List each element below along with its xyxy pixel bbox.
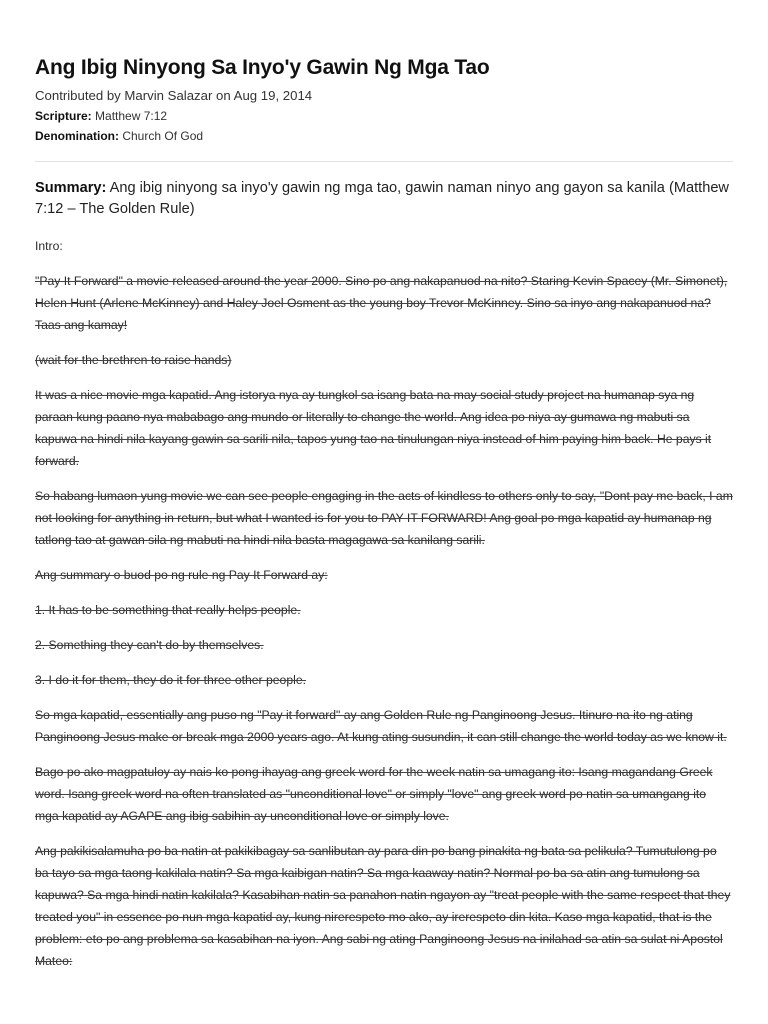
summary-text: Ang ibig ninyong sa inyo'y gawin ng mga tao, gawin naman ninyo ang gayon sa kanila (Matthew 7:12 – The Golden Rule) xyxy=(35,180,729,217)
scripture-link[interactable]: Matthew 7:12 xyxy=(95,109,168,123)
section-divider xyxy=(35,161,733,162)
body-paragraph: So mga kapatid, essentially ang puso ng "Pay it forward" ay ang Golden Rule ng Panginoong Jesus. Itinuro na ito ng ating Panginoong Jesus make or break mga 2000 years ago. At kung ating susundin, it can still change the world today as we know it. xyxy=(35,708,727,744)
body-paragraph: Ang summary o buod po ng rule ng Pay It Forward ay: xyxy=(35,568,328,582)
body-paragraph: "Pay It Forward" a movie released around the year 2000. Sino po ang nakapanuod na nito? Staring Kevin Spacey (Mr. Simonet), Helen Hunt (Arlene McKinney) and Haley Joel Osment as the young boy Trevor McKinney. Sino sa inyo ang nakapanuod na? Taas ang kamay! xyxy=(35,274,728,332)
scripture-label: Scripture: xyxy=(35,109,92,123)
body-paragraph: Ang pakikisalamuha po ba natin at pakikibagay sa sanlibutan ay para din po bang pinakita ng bata sa pelikula? Tumutulong po ba tayo sa mga taong kakilala natin? Sa mga kaibigan natin? Sa mga kaaway natin? Normal po ba sa atin ang tumulong sa kapuwa? Sa mga hindi natin kakilala? Kasabihan natin sa panahon natin ngayon ay "treat people with the same respect that they treated you" in essence po nun mga kapatid ay, kung nirerespeto mo ako, ay irerespeto din kita. Kaso mga kapatid, that is the problem: eto po ang problema sa kasabihan na iyon. Ang sabi ng ating Panginoong Jesus na inilahad sa atin sa sulat ni Apostol Mateo: xyxy=(35,844,731,968)
scripture-line xyxy=(35,107,733,125)
denomination-line xyxy=(35,127,733,145)
denomination-link[interactable]: Church Of God xyxy=(122,129,204,143)
list-item: 1. It has to be something that really helps people. xyxy=(35,603,301,617)
contributor-byline: Contributed by Marvin Salazar on Aug 19, 2014 xyxy=(35,88,313,103)
body-paragraph: (wait for the brethren to raise hands) xyxy=(35,353,232,367)
page-title: Ang Ibig Ninyong Sa Inyo'y Gawin Ng Mga Tao xyxy=(35,56,490,79)
summary-label: Summary: xyxy=(35,180,107,196)
list-item: 2. Something they can't do by themselves. xyxy=(35,638,264,652)
body-paragraph: So habang lumaon yung movie we can see people engaging in the acts of kindless to others only to say, "Dont pay me back, I am not looking for anything in return, but what I wanted is for you to PAY IT FORWARD! Ang goal po mga kapatid ay humanap ng tatlong tao at gawan sila ng mabuti na hindi nila basta magagawa sa kanilang sarili. xyxy=(35,489,733,547)
denomination-label: Denomination: xyxy=(35,129,119,143)
body-paragraph: Bago po ako magpatuloy ay nais ko pong ihayag ang greek word for the week natin sa umagang ito: Isang magandang Greek word. Isang greek word na often translated as "unconditional love" or simply "love" ang greek word po natin sa umangang ito mga kapatid ay AGAPE ang ibig sabihin ay unconditional love or simply love. xyxy=(35,765,713,823)
summary xyxy=(35,178,733,220)
body-paragraph: It was a nice movie mga kapatid. Ang istorya nya ay tungkol sa isang bata na may social study project na humanap sya ng paraan kung paano nya mababago ang mundo or literally to change the world. Ang idea po niya ay gumawa ng mabuti sa kapuwa na hindi nila kayang gawin sa sarili nila, tapos yung tao na tinulungan niya instead of him paying him back. He pays it forward. xyxy=(35,388,712,468)
list-item: 3. I do it for them, they do it for three other people. xyxy=(35,673,306,687)
intro-label: Intro: xyxy=(35,239,63,253)
